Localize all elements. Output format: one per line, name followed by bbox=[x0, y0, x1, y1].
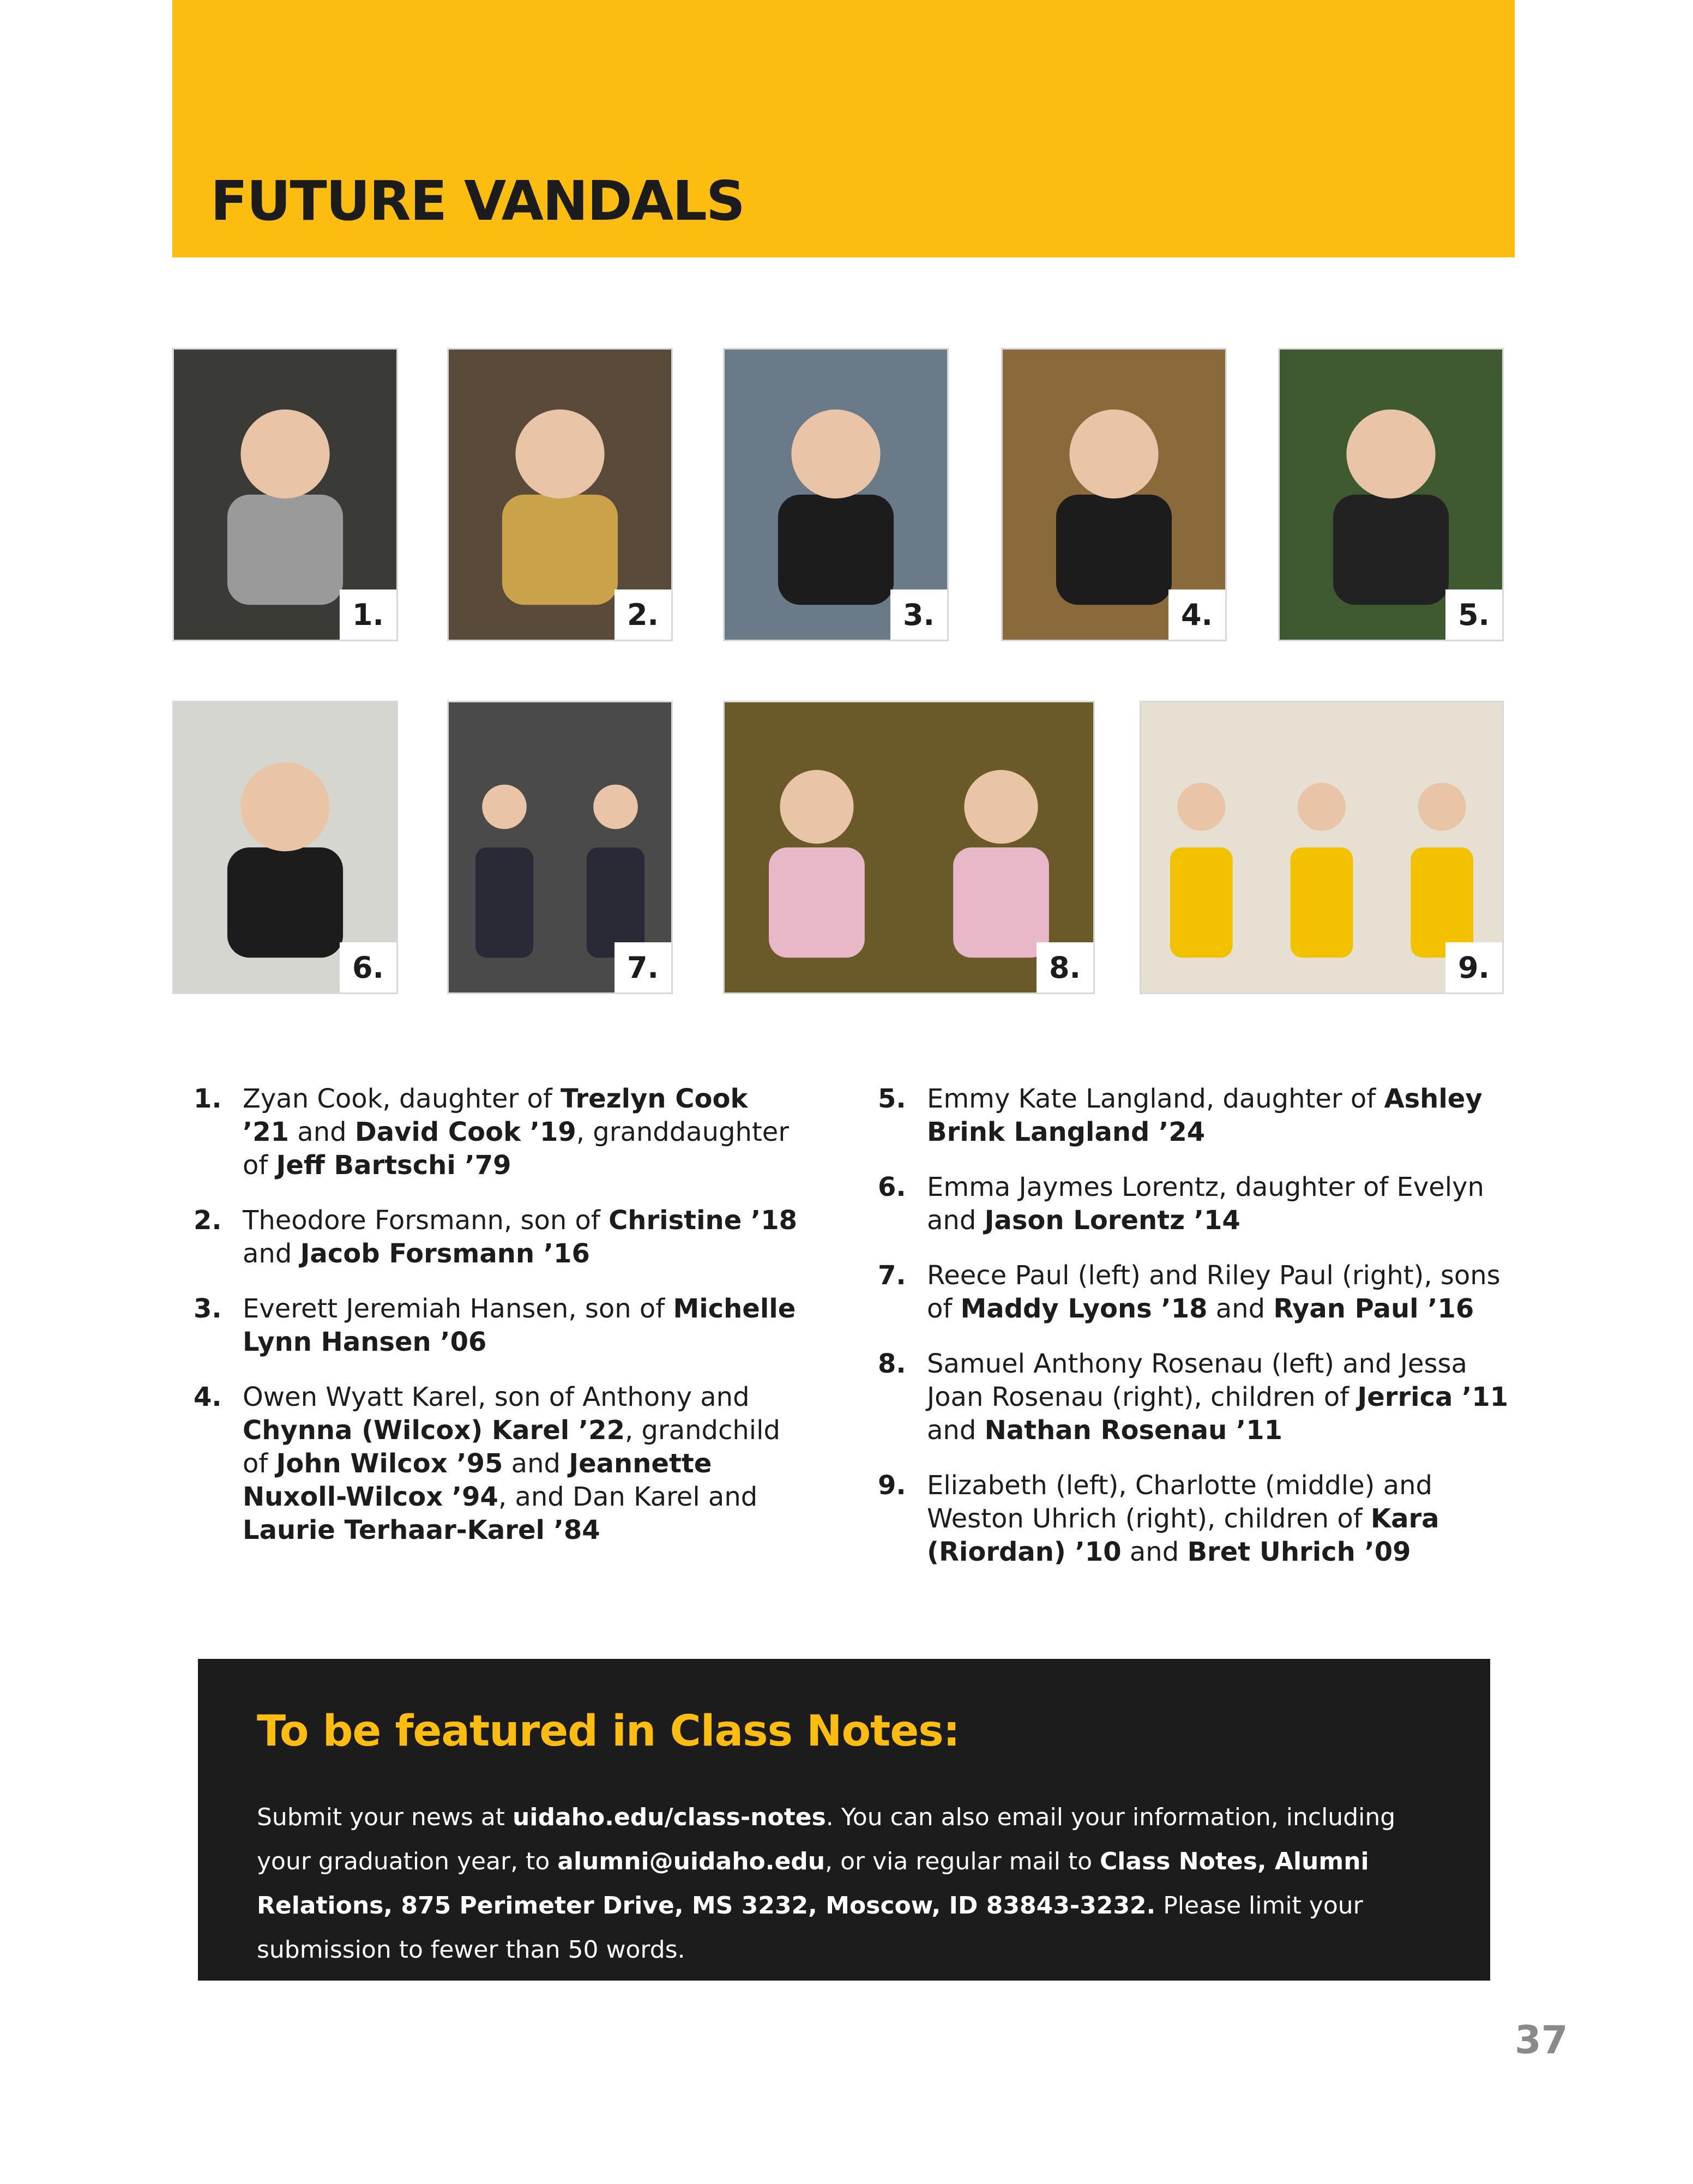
caption-text: Zyan Cook, daughter of Trezlyn Cook ’21 and David Cook ’19, granddaughter of Jeff Bartschi ’79 bbox=[243, 1084, 790, 1181]
caption-item bbox=[878, 1347, 1510, 1447]
photo-6 bbox=[172, 701, 398, 994]
photo-number-label: 7. bbox=[614, 942, 671, 992]
class-notes-text: Submit your news at uidaho.edu/class-notes. You can also email your information, including your graduation year, to alumni@uidaho.edu, or via regular mail to Class Notes, Alumni Relations, 875 Perimeter Drive, MS 3232, Moscow, ID 83843-3232. Please limit your submission to fewer than 50 words. bbox=[257, 1803, 1396, 1964]
caption-text: Emma Jaymes Lorentz, daughter of Evelyn and Jason Lorentz ’14 bbox=[927, 1172, 1484, 1236]
photo-9 bbox=[1140, 701, 1504, 994]
caption-number: 1. bbox=[194, 1084, 222, 1114]
photo-number-label: 5. bbox=[1445, 589, 1502, 640]
caption-item bbox=[878, 1171, 1510, 1237]
caption-item bbox=[194, 1082, 799, 1182]
caption-item bbox=[878, 1082, 1510, 1149]
photo-number-label: 6. bbox=[340, 942, 396, 992]
photo-2 bbox=[447, 348, 673, 641]
caption-item bbox=[194, 1292, 799, 1359]
photo-number-label: 4. bbox=[1168, 589, 1225, 640]
photo-4 bbox=[1001, 348, 1227, 641]
caption-text: Samuel Anthony Rosenau (left) and Jessa Joan Rosenau (right), children of Jerrica ’11 and Nathan Rosenau ’11 bbox=[927, 1349, 1509, 1446]
caption-number: 4. bbox=[194, 1382, 222, 1412]
photo-number-label: 3. bbox=[890, 589, 947, 640]
caption-number: 6. bbox=[878, 1172, 906, 1202]
caption-text: Reece Paul (left) and Riley Paul (right), sons of Maddy Lyons ’18 and Ryan Paul ’16 bbox=[927, 1260, 1501, 1324]
photo-number-label: 1. bbox=[340, 589, 396, 640]
caption-item bbox=[878, 1469, 1510, 1569]
photo-5 bbox=[1278, 348, 1504, 641]
class-notes-box bbox=[198, 1659, 1490, 1981]
caption-text: Everett Jeremiah Hansen, son of Michelle Lynn Hansen ’06 bbox=[243, 1293, 796, 1357]
caption-item bbox=[878, 1259, 1510, 1326]
caption-number: 8. bbox=[878, 1349, 906, 1379]
caption-text: Emmy Kate Langland, daughter of Ashley Brink Langland ’24 bbox=[927, 1084, 1483, 1147]
caption-item bbox=[194, 1381, 799, 1547]
caption-number: 7. bbox=[878, 1260, 906, 1291]
caption-number: 3. bbox=[194, 1293, 222, 1324]
photo-number-label: 9. bbox=[1445, 942, 1502, 992]
caption-text: Elizabeth (left), Charlotte (middle) and Weston Uhrich (right), children of Kara (Riordan) ’10 and Bret Uhrich ’09 bbox=[927, 1470, 1439, 1567]
photo-8 bbox=[723, 701, 1095, 994]
caption-text: Theodore Forsmann, son of Christine ’18 and Jacob Forsmann ’16 bbox=[243, 1205, 798, 1269]
caption-number: 5. bbox=[878, 1084, 906, 1114]
page-number: 37 bbox=[1515, 2018, 1568, 2062]
captions-left-column bbox=[194, 1082, 799, 1569]
captions-right-column bbox=[878, 1082, 1510, 1591]
caption-number: 9. bbox=[878, 1470, 906, 1501]
photo-3 bbox=[723, 348, 949, 641]
title-banner bbox=[172, 0, 1515, 257]
page-title: FUTURE VANDALS bbox=[210, 169, 744, 233]
caption-item bbox=[194, 1204, 799, 1271]
photo-number-label: 8. bbox=[1037, 942, 1093, 992]
photo-7 bbox=[447, 701, 673, 994]
photo-1 bbox=[172, 348, 398, 641]
caption-text: Owen Wyatt Karel, son of Anthony and Chynna (Wilcox) Karel ’22, grandchild of John Wilcox ’95 and Jeannette Nuxoll-Wilcox ’94, and Dan Karel and Laurie Terhaar-Karel ’84 bbox=[243, 1382, 780, 1545]
class-notes-heading: To be featured in Class Notes: bbox=[257, 1707, 960, 1756]
photo-number-label: 2. bbox=[614, 589, 671, 640]
caption-number: 2. bbox=[194, 1205, 222, 1236]
